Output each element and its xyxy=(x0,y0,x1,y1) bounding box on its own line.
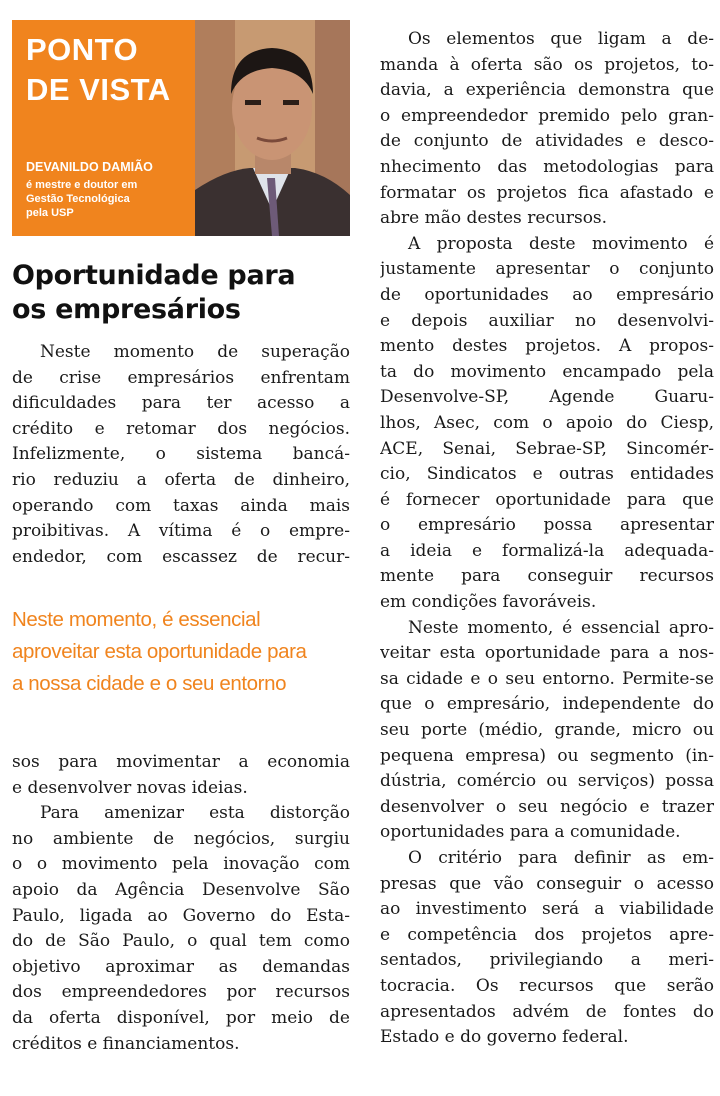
body-line: apresentados advém de fontes do xyxy=(380,1001,714,1022)
body-line: dos empreendedores por recursos xyxy=(12,982,350,1003)
body-line: formatar os projetos fica afastado e xyxy=(380,182,714,203)
body-line: é fornecer oportunidade para que xyxy=(380,489,714,510)
body-line: Neste momento de superação xyxy=(40,342,350,362)
body-line: mento destes projetos. A propos- xyxy=(380,336,714,357)
body-line: em condições favoráveis. xyxy=(380,592,597,613)
body-line: manda à oferta são os projetos, to- xyxy=(380,54,714,75)
body-line: dificuldades para ter acesso a xyxy=(12,393,350,414)
body-line: e desenvolver novas ideias. xyxy=(12,777,248,798)
body-line: nhecimento das metodologias para xyxy=(380,156,714,177)
body-line: abre mão destes recursos. xyxy=(380,208,608,229)
body-line: Infelizmente, o sistema bancá- xyxy=(12,444,350,465)
body-column-1-bottom xyxy=(12,750,350,1057)
body-line: ACE, Senai, Sebrae-SP, Sincomér- xyxy=(380,438,714,459)
body-line: davia, a experiência demonstra que xyxy=(380,80,714,101)
author-bio-line: Gestão Tecnológica xyxy=(26,193,130,205)
pull-quote-line: Neste momento, é essencial xyxy=(12,608,261,631)
body-line: Para amenizar esta distorção xyxy=(40,803,350,824)
pull-quote xyxy=(12,604,357,700)
body-line: a ideia e formalizá-la adequada- xyxy=(380,540,714,561)
body-line: tocracia. Os recursos que serão xyxy=(380,975,714,996)
body-line: o empreendedor premido pelo gran- xyxy=(380,105,714,126)
author-photo xyxy=(195,20,350,236)
body-line: cio, Sindicatos e outras entidades xyxy=(380,464,714,485)
body-line: créditos e financiamentos. xyxy=(12,1033,240,1054)
kicker-line: DE VISTA xyxy=(26,72,171,107)
headline-line: Oportunidade para xyxy=(12,260,296,291)
body-line: e depois auxiliar no desenvolvi- xyxy=(380,310,714,331)
body-line: e competência dos projetos apre- xyxy=(380,924,714,945)
body-line: veitar esta oportunidade para a nos- xyxy=(380,643,714,664)
body-line: o o movimento pela inovação com xyxy=(12,854,350,875)
author-name: DEVANILDO DAMIÃO xyxy=(26,160,153,174)
body-line: O critério para definir as em- xyxy=(408,848,714,868)
body-line: Estado e do governo federal. xyxy=(380,1027,629,1048)
body-line: A proposta deste movimento é xyxy=(408,233,714,254)
body-line: presas que vão conseguir o acesso xyxy=(380,873,714,894)
body-line: lhos, Asec, com o apoio do Ciesp, xyxy=(380,412,714,433)
body-line: Desenvolve-SP, Agende Guaru- xyxy=(380,387,714,408)
body-line: Neste momento, é essencial apro- xyxy=(408,617,714,638)
body-line: oportunidades para a comunidade. xyxy=(380,822,681,843)
body-line: apoio da Agência Desenvolve São xyxy=(12,879,350,900)
body-column-2 xyxy=(380,27,714,1051)
body-line: sentados, privilegiando a meri- xyxy=(380,950,714,971)
body-line: operando com taxas ainda mais xyxy=(12,495,350,516)
body-line: ao investimento será a viabilidade xyxy=(380,899,714,920)
section-kicker xyxy=(26,30,171,110)
body-line: Paulo, ligada ao Governo do Esta- xyxy=(12,905,350,926)
pull-quote-line: aproveitar esta oportunidade para xyxy=(12,640,307,663)
body-column-1-top xyxy=(12,340,350,570)
body-line: Os elementos que ligam a de- xyxy=(408,29,714,49)
body-line: proibitivas. A vítima é o empre- xyxy=(12,521,350,542)
body-line: sa cidade e o seu entorno. Permite-se xyxy=(380,668,714,689)
body-line: de crise empresários enfrentam xyxy=(12,367,350,388)
body-line: do de São Paulo, o qual tem como xyxy=(12,931,350,952)
body-line: objetivo aproximar as demandas xyxy=(12,956,350,977)
body-line: dústria, comércio ou serviços) possa xyxy=(380,771,714,792)
body-line: justamente apresentar o conjunto xyxy=(380,259,714,280)
kicker-line: PONTO xyxy=(26,32,139,67)
author-bio-line: pela USP xyxy=(26,207,74,219)
body-line: da oferta disponível, por meio de xyxy=(12,1007,350,1028)
body-line: ta do movimento encampado pela xyxy=(380,361,714,382)
body-line: mente para conseguir recursos xyxy=(380,566,714,587)
body-line: endedor, com escassez de recur- xyxy=(12,546,350,567)
author-bio xyxy=(26,178,186,220)
body-line: o empresário possa apresentar xyxy=(380,515,714,536)
body-line: sos para movimentar a economia xyxy=(12,752,350,772)
body-line: que o empresário, independente do xyxy=(380,694,714,715)
body-line: rio reduziu a oferta de dinheiro, xyxy=(12,469,350,490)
body-line: no ambiente de negócios, surgiu xyxy=(12,828,350,849)
body-line: de conjunto de atividades e desco- xyxy=(380,131,714,152)
body-line: crédito e retomar dos negócios. xyxy=(12,418,350,439)
body-line: seu porte (médio, grande, micro ou xyxy=(380,720,714,741)
headline-line: os empresários xyxy=(12,294,241,325)
author-bio-line: é mestre e doutor em xyxy=(26,179,138,191)
body-line: de oportunidades ao empresário xyxy=(380,284,714,305)
body-line: pequena empresa) ou segmento (in- xyxy=(380,745,714,766)
body-line: desenvolver o seu negócio e trazer xyxy=(380,796,714,817)
pull-quote-line: a nossa cidade e o seu entorno xyxy=(12,672,287,695)
article-headline xyxy=(12,259,357,327)
